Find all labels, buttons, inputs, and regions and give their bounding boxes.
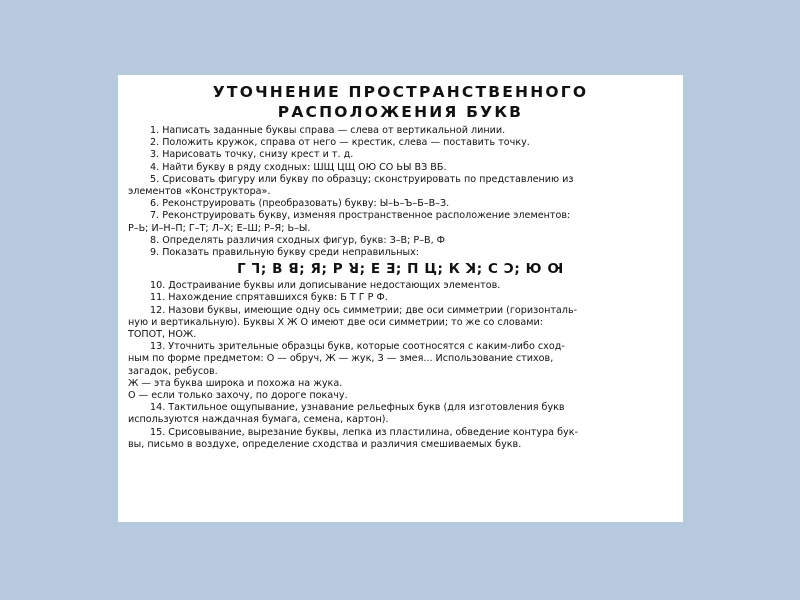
verse-line-2: О — если только захочу, по дороге покачу. [128, 390, 348, 402]
title-line-1: УТОЧНЕНИЕ ПРОСТРАНСТВЕННОГО [212, 83, 589, 101]
item-11: 11. Нахождение спрятавшихся букв: Б Т Г Р Ф. [150, 292, 388, 304]
item-6: 6. Реконструировать (преобразовать) букву: Ы–Ь–Ъ–Б–В–З. [150, 198, 450, 210]
item-9: 9. Показать правильную букву среди неправильных: [150, 247, 420, 259]
mirrored-letters-row: Г Ꞁ; В ꓭ; Я; Р ꓤ; Е Ǝ; П Ц; К ꓘ; С Ɔ; Ю Ꙕ [237, 261, 564, 278]
item-4: 4. Найти букву в ряду сходных: ШЩ ЦЩ ОЮ СО ЬЫ ВЗ ВБ. [150, 161, 447, 173]
item-5-cont: элементов «Конструктора». [128, 186, 271, 198]
item-12-cont-2: ТОПОТ, НОЖ. [128, 329, 197, 341]
item-7: 7. Реконструировать букву, изменяя пространственное расположение элементов: [150, 210, 571, 222]
item-5: 5. Срисовать фигуру или букву по образцу; сконструировать по представлению из [150, 173, 574, 185]
item-13-cont-1: ным по форме предметом: О — обруч, Ж — жук, З — змея... Использование стихов, [128, 353, 554, 365]
item-14-cont: используются наждачная бумага, семена, картон). [128, 414, 389, 426]
item-3: 3. Нарисовать точку, снизу крест и т. д. [150, 149, 354, 161]
document-page [118, 75, 683, 522]
title-line-2: РАСПОЛОЖЕНИЯ БУКВ [277, 103, 524, 121]
item-12: 12. Назови буквы, имеющие одну ось симметрии; две оси симметрии (горизонталь- [150, 304, 578, 316]
verse-line-1: Ж — эта буква широка и похожа на жука. [128, 377, 343, 389]
item-2: 2. Положить кружок, справа от него — крестик, слева — поставить точку. [150, 137, 530, 149]
item-12-cont-1: ную и вертикальную). Буквы Х Ж О имеют две оси симметрии; то же со словами: [128, 316, 543, 328]
item-10: 10. Достраивание буквы или дописывание недостающих элементов. [150, 280, 501, 292]
item-14: 14. Тактильное ощупывание, узнавание рельефных букв (для изготовления букв [150, 402, 565, 414]
item-8: 8. Определять различия сходных фигур, букв: З–В; Р–В, Ф [150, 234, 445, 246]
item-7-cont: Р–Ь; И–Н–П; Г–Т; Л–Х; Е–Ш; Р–Я; Ь–Ы. [128, 222, 311, 234]
item-15: 15. Срисовывание, вырезание буквы, лепка из пластилина, обведение контура бук- [150, 426, 578, 438]
item-13-cont-2: загадок, ребусов. [128, 365, 218, 377]
item-13: 13. Уточнить зрительные образцы букв, которые соотносятся с каким-либо сход- [150, 341, 565, 353]
item-1: 1. Написать заданные буквы справа — слева от вертикальной линии. [150, 125, 506, 136]
document-title [128, 82, 673, 122]
item-15-cont: вы, письмо в воздухе, определение сходства и различия смешиваемых букв. [128, 438, 522, 450]
